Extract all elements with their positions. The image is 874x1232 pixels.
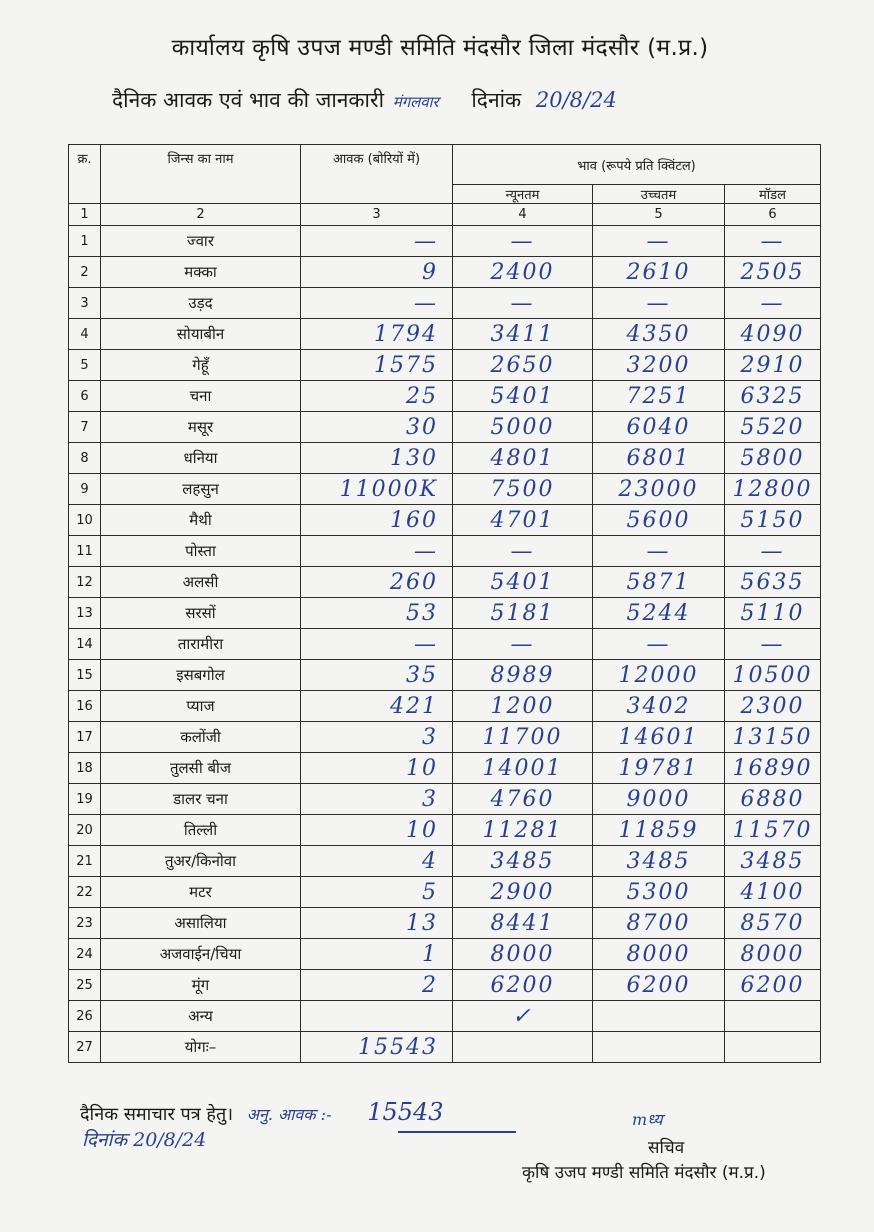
max-price-cell: — bbox=[593, 629, 725, 660]
arrival-cell: 1575 bbox=[301, 350, 453, 381]
min-price-cell: 8441 bbox=[453, 908, 593, 939]
modal-price-cell: 4090 bbox=[725, 319, 821, 350]
table-row bbox=[69, 288, 821, 319]
commodity-cell: लहसुन bbox=[101, 474, 301, 505]
serial-cell: 22 bbox=[69, 877, 101, 908]
arrival-cell: 4 bbox=[301, 846, 453, 877]
min-price-cell: 2900 bbox=[453, 877, 593, 908]
serial-cell: 2 bbox=[69, 257, 101, 288]
commodity-cell: मक्का bbox=[101, 257, 301, 288]
max-price-cell: 3485 bbox=[593, 846, 725, 877]
table-row bbox=[69, 846, 821, 877]
page-title: कार्यालय कृषि उपज मण्डी समिति मंदसौर जिला मंदसौर (म.प्र.) bbox=[171, 35, 709, 61]
arrival-cell: 1 bbox=[301, 939, 453, 970]
arrival-cell: 3 bbox=[301, 722, 453, 753]
modal-price-cell: 10500 bbox=[725, 660, 821, 691]
serial-cell: 15 bbox=[69, 660, 101, 691]
modal-price-cell bbox=[725, 1001, 821, 1032]
max-price-cell: — bbox=[593, 288, 725, 319]
table-row bbox=[69, 877, 821, 908]
modal-price-cell: 2300 bbox=[725, 691, 821, 722]
max-price-cell: 5600 bbox=[593, 505, 725, 536]
commodity-cell: अन्य bbox=[101, 1001, 301, 1032]
arrival-cell: 10 bbox=[301, 815, 453, 846]
modal-price-cell: — bbox=[725, 629, 821, 660]
serial-cell: 17 bbox=[69, 722, 101, 753]
table-row bbox=[69, 815, 821, 846]
max-price-cell: 12000 bbox=[593, 660, 725, 691]
max-price-cell: 19781 bbox=[593, 753, 725, 784]
max-price-cell: 6801 bbox=[593, 443, 725, 474]
commodity-cell: ज्वार bbox=[101, 226, 301, 257]
min-price-cell bbox=[453, 1032, 593, 1063]
designation: सचिव bbox=[648, 1138, 685, 1158]
min-price-cell: — bbox=[453, 629, 593, 660]
column-number: 4 bbox=[453, 204, 593, 226]
modal-price-cell: 6325 bbox=[725, 381, 821, 412]
header-modal: मॉडल bbox=[725, 185, 821, 204]
modal-price-cell: — bbox=[725, 226, 821, 257]
column-number-row bbox=[69, 204, 821, 226]
table-row bbox=[69, 908, 821, 939]
min-price-cell: 4801 bbox=[453, 443, 593, 474]
modal-price-cell: 12800 bbox=[725, 474, 821, 505]
modal-price-cell: 5110 bbox=[725, 598, 821, 629]
min-price-cell: — bbox=[453, 288, 593, 319]
date-handwritten: 20/8/24 bbox=[535, 88, 617, 112]
header-max: उच्चतम bbox=[593, 185, 725, 204]
serial-cell: 7 bbox=[69, 412, 101, 443]
modal-price-cell: — bbox=[725, 288, 821, 319]
arrival-cell: 25 bbox=[301, 381, 453, 412]
table-row bbox=[69, 567, 821, 598]
serial-cell: 8 bbox=[69, 443, 101, 474]
min-price-cell: 4701 bbox=[453, 505, 593, 536]
commodity-cell: मसूर bbox=[101, 412, 301, 443]
table-row bbox=[69, 350, 821, 381]
table-row bbox=[69, 722, 821, 753]
max-price-cell: 23000 bbox=[593, 474, 725, 505]
min-price-cell: 11700 bbox=[453, 722, 593, 753]
max-price-cell: 14601 bbox=[593, 722, 725, 753]
table-row bbox=[69, 1001, 821, 1032]
modal-price-cell: 8570 bbox=[725, 908, 821, 939]
table-row bbox=[69, 660, 821, 691]
max-price-cell: 11859 bbox=[593, 815, 725, 846]
serial-cell: 24 bbox=[69, 939, 101, 970]
max-price-cell: 7251 bbox=[593, 381, 725, 412]
header-commodity: जिन्स का नाम bbox=[101, 145, 301, 204]
table-header-row bbox=[69, 145, 821, 185]
min-price-cell: 2400 bbox=[453, 257, 593, 288]
arrival-cell: 421 bbox=[301, 691, 453, 722]
table-row bbox=[69, 257, 821, 288]
column-number: 3 bbox=[301, 204, 453, 226]
total-underline bbox=[398, 1131, 516, 1133]
max-price-cell: 9000 bbox=[593, 784, 725, 815]
max-price-cell bbox=[593, 1001, 725, 1032]
table-row bbox=[69, 226, 821, 257]
column-number: 5 bbox=[593, 204, 725, 226]
commodity-cell: मैथी bbox=[101, 505, 301, 536]
table-body bbox=[69, 226, 821, 1063]
table-row bbox=[69, 412, 821, 443]
commodity-cell: धनिया bbox=[101, 443, 301, 474]
serial-cell: 4 bbox=[69, 319, 101, 350]
serial-cell: 13 bbox=[69, 598, 101, 629]
min-price-cell: — bbox=[453, 226, 593, 257]
arrival-cell: 13 bbox=[301, 908, 453, 939]
modal-price-cell bbox=[725, 1032, 821, 1063]
column-number: 2 bbox=[101, 204, 301, 226]
commodity-cell: चना bbox=[101, 381, 301, 412]
max-price-cell: 5871 bbox=[593, 567, 725, 598]
min-price-cell: 3411 bbox=[453, 319, 593, 350]
serial-cell: 27 bbox=[69, 1032, 101, 1063]
serial-cell: 3 bbox=[69, 288, 101, 319]
modal-price-cell: 13150 bbox=[725, 722, 821, 753]
page-subtitle bbox=[112, 86, 617, 114]
table-row bbox=[69, 443, 821, 474]
commodity-cell: सोयाबीन bbox=[101, 319, 301, 350]
commodity-cell: डालर चना bbox=[101, 784, 301, 815]
table-row bbox=[69, 319, 821, 350]
arrival-cell: — bbox=[301, 288, 453, 319]
min-price-cell: 5181 bbox=[453, 598, 593, 629]
day-handwritten: मंगलवार bbox=[392, 93, 439, 111]
modal-price-cell: 3485 bbox=[725, 846, 821, 877]
signature: mध्य bbox=[632, 1110, 663, 1129]
serial-cell: 20 bbox=[69, 815, 101, 846]
modal-price-cell: 6880 bbox=[725, 784, 821, 815]
max-price-cell: 6200 bbox=[593, 970, 725, 1001]
commodity-cell: योगः– bbox=[101, 1032, 301, 1063]
min-price-cell: 2650 bbox=[453, 350, 593, 381]
commodity-cell: असालिया bbox=[101, 908, 301, 939]
serial-cell: 21 bbox=[69, 846, 101, 877]
arrival-cell: 15543 bbox=[301, 1032, 453, 1063]
footer-date-handwritten: दिनांक 20/8/24 bbox=[82, 1129, 207, 1151]
min-price-cell: 5000 bbox=[453, 412, 593, 443]
arrival-cell: 130 bbox=[301, 443, 453, 474]
max-price-cell bbox=[593, 1032, 725, 1063]
commodity-cell: इसबगोल bbox=[101, 660, 301, 691]
modal-price-cell: — bbox=[725, 536, 821, 567]
modal-price-cell: 5150 bbox=[725, 505, 821, 536]
header-arrival: आवक (बोरियों में) bbox=[301, 145, 453, 204]
serial-cell: 14 bbox=[69, 629, 101, 660]
serial-cell: 6 bbox=[69, 381, 101, 412]
commodity-cell: अजवाईन/चिया bbox=[101, 939, 301, 970]
arrival-cell: 160 bbox=[301, 505, 453, 536]
arrival-cell: 3 bbox=[301, 784, 453, 815]
max-price-cell: 5300 bbox=[593, 877, 725, 908]
commodity-cell: उड़द bbox=[101, 288, 301, 319]
header-min: न्यूनतम bbox=[453, 185, 593, 204]
arrival-cell: 53 bbox=[301, 598, 453, 629]
min-price-cell: 1200 bbox=[453, 691, 593, 722]
max-price-cell: 4350 bbox=[593, 319, 725, 350]
commodity-cell: तिल्ली bbox=[101, 815, 301, 846]
min-price-cell: — bbox=[453, 536, 593, 567]
subtitle-text: दैनिक आवक एवं भाव की जानकारी bbox=[112, 88, 385, 112]
min-price-cell: 6200 bbox=[453, 970, 593, 1001]
commodity-cell: गेहूँ bbox=[101, 350, 301, 381]
modal-price-cell: 4100 bbox=[725, 877, 821, 908]
modal-price-cell: 5800 bbox=[725, 443, 821, 474]
min-price-cell: 3485 bbox=[453, 846, 593, 877]
max-price-cell: 8700 bbox=[593, 908, 725, 939]
commodity-cell: सरसों bbox=[101, 598, 301, 629]
modal-price-cell: 5520 bbox=[725, 412, 821, 443]
arrival-cell: 1794 bbox=[301, 319, 453, 350]
table-row bbox=[69, 629, 821, 660]
modal-price-cell: 2505 bbox=[725, 257, 821, 288]
serial-cell: 10 bbox=[69, 505, 101, 536]
arrival-cell: 30 bbox=[301, 412, 453, 443]
min-price-cell: 11281 bbox=[453, 815, 593, 846]
serial-cell: 19 bbox=[69, 784, 101, 815]
arrival-cell: — bbox=[301, 226, 453, 257]
commodity-cell: प्याज bbox=[101, 691, 301, 722]
serial-cell: 23 bbox=[69, 908, 101, 939]
column-number: 1 bbox=[69, 204, 101, 226]
min-price-cell: ✓ bbox=[453, 1001, 593, 1032]
arrival-note-handwritten: अनु. आवक :- bbox=[246, 1105, 332, 1124]
arrival-cell: 9 bbox=[301, 257, 453, 288]
serial-cell: 18 bbox=[69, 753, 101, 784]
serial-cell: 25 bbox=[69, 970, 101, 1001]
commodity-cell: कलोंजी bbox=[101, 722, 301, 753]
serial-cell: 16 bbox=[69, 691, 101, 722]
commodity-cell: पोस्ता bbox=[101, 536, 301, 567]
column-number: 6 bbox=[725, 204, 821, 226]
arrival-cell: 260 bbox=[301, 567, 453, 598]
arrival-cell: 5 bbox=[301, 877, 453, 908]
modal-price-cell: 8000 bbox=[725, 939, 821, 970]
serial-cell: 5 bbox=[69, 350, 101, 381]
table-row bbox=[69, 598, 821, 629]
commodity-cell: तारामीरा bbox=[101, 629, 301, 660]
min-price-cell: 4760 bbox=[453, 784, 593, 815]
table-row bbox=[69, 536, 821, 567]
table-row bbox=[69, 1032, 821, 1063]
max-price-cell: 8000 bbox=[593, 939, 725, 970]
arrival-cell: — bbox=[301, 536, 453, 567]
serial-cell: 1 bbox=[69, 226, 101, 257]
arrival-cell: 11000K bbox=[301, 474, 453, 505]
max-price-cell: 2610 bbox=[593, 257, 725, 288]
min-price-cell: 5401 bbox=[453, 567, 593, 598]
max-price-cell: 5244 bbox=[593, 598, 725, 629]
commodity-cell: तुअर/किनोवा bbox=[101, 846, 301, 877]
newspaper-note: दैनिक समाचार पत्र हेतु। bbox=[80, 1104, 234, 1125]
table-row bbox=[69, 474, 821, 505]
table-row bbox=[69, 691, 821, 722]
commodity-cell: अलसी bbox=[101, 567, 301, 598]
modal-price-cell: 5635 bbox=[725, 567, 821, 598]
table-row bbox=[69, 381, 821, 412]
arrival-cell bbox=[301, 1001, 453, 1032]
commodity-cell: मटर bbox=[101, 877, 301, 908]
serial-cell: 9 bbox=[69, 474, 101, 505]
modal-price-cell: 6200 bbox=[725, 970, 821, 1001]
commodity-cell: मूंग bbox=[101, 970, 301, 1001]
date-label: दिनांक bbox=[471, 88, 522, 112]
table-row bbox=[69, 970, 821, 1001]
table-row bbox=[69, 939, 821, 970]
arrival-cell: — bbox=[301, 629, 453, 660]
modal-price-cell: 2910 bbox=[725, 350, 821, 381]
arrival-cell: 2 bbox=[301, 970, 453, 1001]
table-row bbox=[69, 753, 821, 784]
header-price-group: भाव (रूपये प्रति क्विंटल) bbox=[453, 145, 821, 185]
footer-note bbox=[80, 1098, 444, 1126]
arrival-cell: 10 bbox=[301, 753, 453, 784]
table-row bbox=[69, 505, 821, 536]
max-price-cell: 3200 bbox=[593, 350, 725, 381]
office-name: कृषि उजप मण्डी समिति मंदसौर (म.प्र.) bbox=[522, 1163, 766, 1183]
min-price-cell: 7500 bbox=[453, 474, 593, 505]
serial-cell: 12 bbox=[69, 567, 101, 598]
min-price-cell: 14001 bbox=[453, 753, 593, 784]
max-price-cell: 6040 bbox=[593, 412, 725, 443]
min-price-cell: 8989 bbox=[453, 660, 593, 691]
commodity-cell: तुलसी बीज bbox=[101, 753, 301, 784]
serial-cell: 11 bbox=[69, 536, 101, 567]
arrival-cell: 35 bbox=[301, 660, 453, 691]
table-row bbox=[69, 784, 821, 815]
max-price-cell: — bbox=[593, 226, 725, 257]
max-price-cell: 3402 bbox=[593, 691, 725, 722]
min-price-cell: 8000 bbox=[453, 939, 593, 970]
arrival-price-table bbox=[68, 144, 821, 1063]
total-handwritten: 15543 bbox=[367, 1098, 444, 1126]
max-price-cell: — bbox=[593, 536, 725, 567]
min-price-cell: 5401 bbox=[453, 381, 593, 412]
modal-price-cell: 11570 bbox=[725, 815, 821, 846]
serial-cell: 26 bbox=[69, 1001, 101, 1032]
header-serial: क्र. bbox=[69, 145, 101, 204]
modal-price-cell: 16890 bbox=[725, 753, 821, 784]
